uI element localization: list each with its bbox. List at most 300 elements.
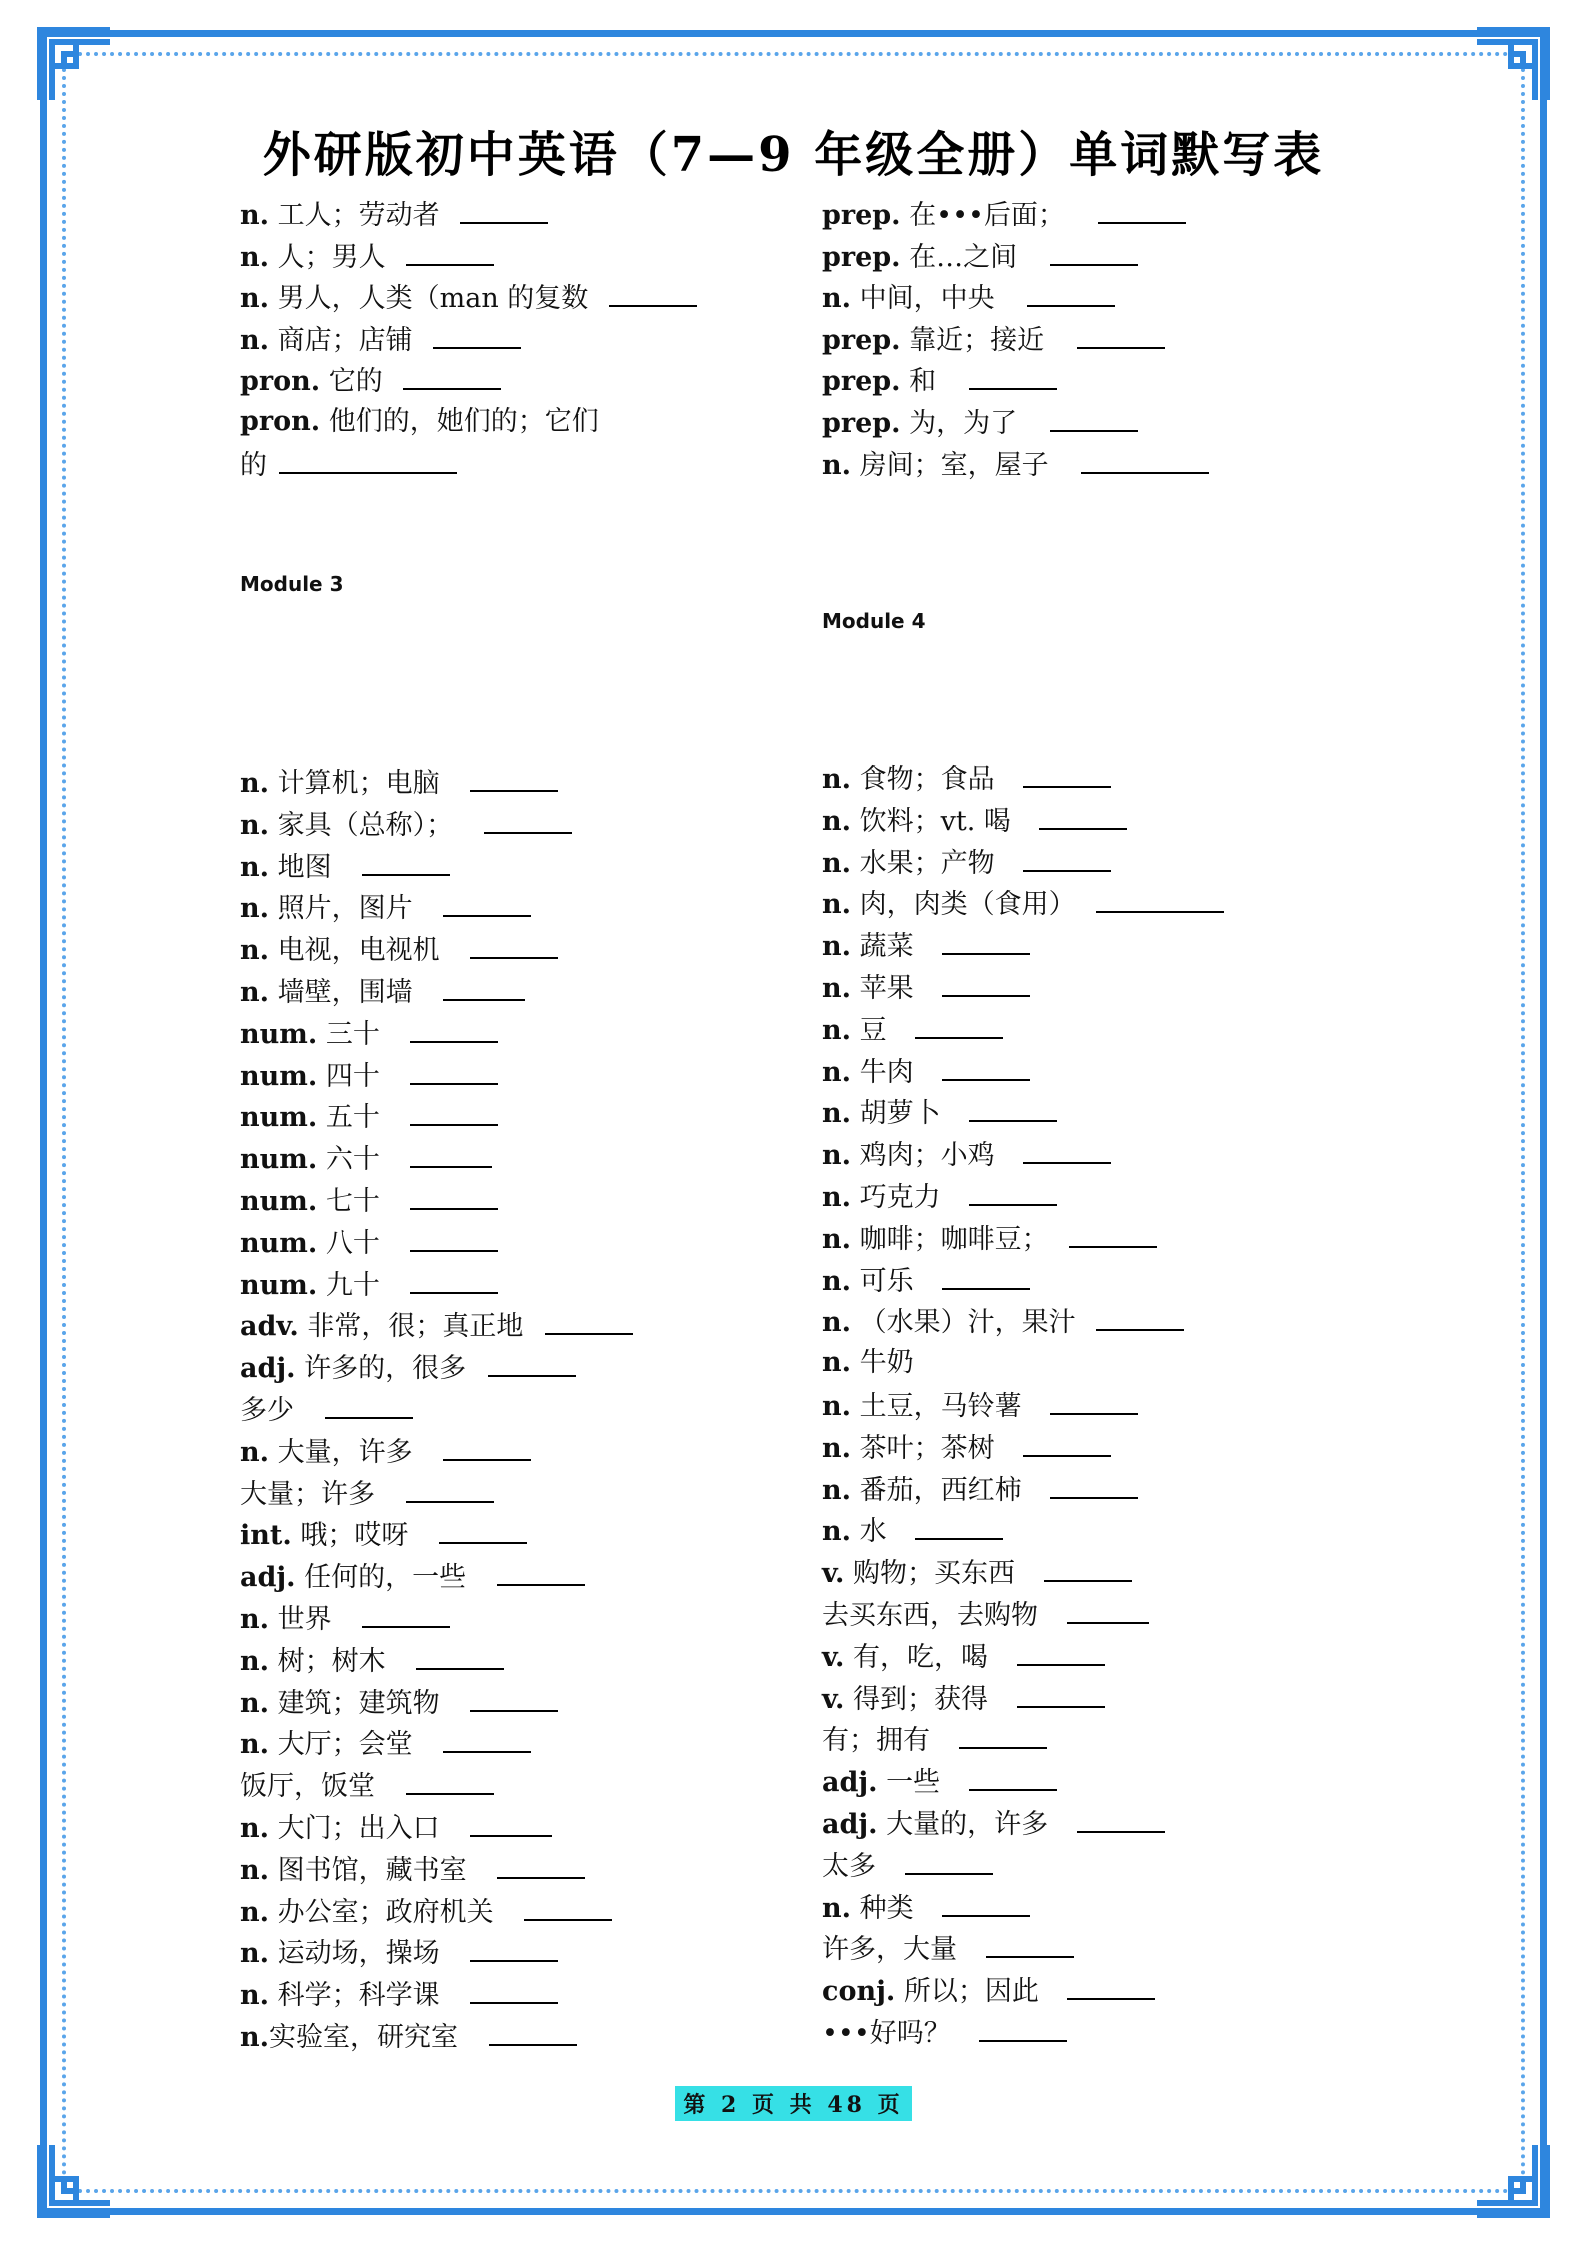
answer-blank[interactable]: [1050, 1471, 1138, 1499]
part-of-speech: prep.: [822, 408, 901, 439]
vocab-meaning: 九十: [317, 1269, 389, 1301]
answer-blank[interactable]: [443, 1725, 531, 1753]
vocab-meaning: 牛奶: [851, 1347, 914, 1379]
answer-blank[interactable]: [942, 969, 1030, 997]
vocab-meaning: 他们的，她们的；它们: [320, 406, 599, 437]
part-of-speech: n.: [240, 1854, 270, 1886]
vocab-item: [240, 1809, 552, 1847]
part-of-speech: n.: [240, 1687, 270, 1719]
vocab-meaning: 在•••后面；: [900, 200, 1074, 231]
vocab-item: [822, 238, 1138, 276]
vocab-meaning: 实验室，研究室: [269, 2022, 467, 2053]
vocab-item: [240, 1098, 498, 1136]
page-title: 外研版初中英语（7—9 年级全册）单词默写表: [262, 127, 1325, 183]
vocab-item: [240, 1642, 504, 1680]
part-of-speech: n.: [240, 1896, 270, 1928]
part-of-speech: n.: [240, 935, 270, 967]
part-of-speech: n.: [240, 283, 270, 315]
part-of-speech: v.: [822, 1558, 845, 1590]
vocab-meaning: 胡萝卜: [851, 1098, 950, 1130]
answer-blank[interactable]: [406, 238, 494, 266]
part-of-speech: int.: [240, 1520, 292, 1552]
vocab-meaning: 七十: [317, 1186, 389, 1217]
vocab-meaning: 地图: [269, 851, 341, 883]
vocab-meaning: 许多的，很多: [295, 1353, 467, 1385]
vocab-item: [822, 196, 1186, 234]
part-of-speech: n.: [822, 1223, 852, 1255]
vocab-meaning: 它的: [320, 366, 392, 398]
part-of-speech: n.: [822, 1140, 852, 1172]
vocab-meaning: 得到；获得: [844, 1683, 997, 1715]
part-of-speech: n.: [240, 200, 270, 231]
vocab-item: [240, 1558, 585, 1596]
part-of-speech: prep.: [822, 324, 901, 356]
vocab-meaning: （水果）汁，果汁: [851, 1307, 1076, 1339]
part-of-speech: n.: [240, 241, 270, 273]
vocab-item: [240, 1767, 494, 1805]
vocab-item: [822, 927, 1030, 965]
vocab-item: [240, 1976, 558, 2014]
vocab-item: [240, 1349, 576, 1387]
vocab-meaning: 大厅；会堂: [269, 1729, 422, 1761]
vocab-item: [822, 1345, 914, 1383]
part-of-speech: n.: [822, 1391, 852, 1422]
vocab-item: [240, 1934, 558, 1972]
vocab-meaning: 五十: [317, 1102, 389, 1134]
vocab-meaning: 树；树木: [269, 1645, 395, 1677]
answer-blank[interactable]: [410, 1057, 498, 1085]
part-of-speech: prep.: [822, 366, 901, 398]
part-of-speech: n.: [240, 977, 270, 1008]
vocab-item: [822, 446, 1209, 484]
vocab-meaning: 在…之间: [900, 241, 1026, 273]
vocab-meaning: 图书馆，藏书室: [269, 1854, 476, 1886]
vocab-meaning: 计算机；电脑: [269, 768, 449, 799]
part-of-speech: n.: [822, 805, 852, 837]
vocab-meaning: 三十: [317, 1018, 389, 1050]
vocab-meaning: 可乐: [851, 1265, 923, 1297]
answer-blank[interactable]: [443, 889, 531, 917]
vocab-item: [822, 1429, 1111, 1467]
part-of-speech: n.: [240, 851, 270, 883]
part-of-speech: prep.: [822, 241, 901, 273]
answer-blank[interactable]: [942, 1053, 1030, 1081]
answer-blank[interactable]: [1023, 1429, 1111, 1457]
part-of-speech: n.: [240, 2022, 270, 2053]
vocab-item: [822, 1387, 1138, 1425]
vocab-item: [822, 1805, 1165, 1843]
answer-blank[interactable]: [410, 1182, 498, 1210]
vocab-meaning: 四十: [317, 1060, 389, 1092]
answer-blank[interactable]: [410, 1098, 498, 1126]
answer-blank[interactable]: [416, 1642, 504, 1670]
answer-blank[interactable]: [969, 1763, 1057, 1791]
vocab-meaning: 去买东西，去购物: [822, 1600, 1047, 1631]
corner-ornament-icon: [1473, 26, 1551, 104]
answer-blank[interactable]: [470, 1976, 558, 2004]
vocab-item: [240, 1015, 498, 1053]
part-of-speech: num.: [240, 1186, 318, 1217]
vocab-item: [240, 1893, 612, 1931]
part-of-speech: n.: [822, 1432, 852, 1464]
part-of-speech: num.: [240, 1144, 318, 1176]
vocab-item: [822, 1721, 1047, 1759]
vocab-item: [240, 1475, 494, 1513]
part-of-speech: pron.: [240, 366, 321, 398]
vocab-item: [240, 1391, 413, 1429]
part-of-speech: v.: [822, 1683, 845, 1715]
vocab-item: [822, 1554, 1132, 1592]
vocab-meaning: 饮料；vt. 喝: [851, 805, 1020, 837]
vocab-item: [822, 1094, 1057, 1132]
part-of-speech: n.: [240, 1604, 270, 1635]
vocab-item: [240, 321, 521, 359]
vocab-item: [822, 1053, 1030, 1091]
vocab-meaning: 家具（总称）；: [269, 809, 462, 841]
vocab-meaning: 照片，图片: [269, 893, 422, 925]
answer-blank[interactable]: [443, 973, 525, 1001]
vocab-item: [240, 362, 501, 400]
answer-blank[interactable]: [470, 1934, 558, 1962]
vocab-item: [822, 1972, 1155, 2010]
vocab-meaning: 世界: [269, 1604, 341, 1635]
vocab-meaning: 的: [240, 449, 267, 481]
vocab-meaning: 大量，许多: [269, 1436, 422, 1468]
part-of-speech: n.: [822, 973, 852, 1004]
part-of-speech: n.: [822, 1098, 852, 1130]
part-of-speech: n.: [822, 283, 852, 315]
vocab-meaning: 茶叶；茶树: [851, 1432, 1004, 1464]
vocab-meaning: 靠近；接近: [900, 324, 1053, 356]
answer-blank[interactable]: [443, 1433, 531, 1461]
answer-blank[interactable]: [489, 2018, 577, 2046]
answer-blank[interactable]: [1023, 844, 1111, 872]
answer-blank[interactable]: [470, 1684, 558, 1712]
vocab-meaning: 建筑；建筑物: [269, 1687, 449, 1719]
vocab-item: [240, 848, 450, 886]
answer-blank[interactable]: [1027, 279, 1115, 307]
answer-blank[interactable]: [484, 806, 572, 834]
vocab-item: [822, 404, 1138, 442]
vocab-item: [822, 362, 1057, 400]
vocab-meaning: 工人；劳动者: [269, 200, 449, 231]
vocab-item: [822, 1471, 1138, 1509]
part-of-speech: n.: [822, 847, 852, 879]
part-of-speech: n.: [822, 1474, 852, 1506]
vocab-item: [822, 1763, 1057, 1801]
answer-blank[interactable]: [279, 446, 457, 474]
vocab-meaning: 有，吃，喝: [844, 1641, 997, 1673]
vocab-meaning: 人；男人: [269, 241, 395, 273]
vocab-item: [240, 446, 457, 484]
corner-ornament-icon: [36, 26, 114, 104]
vocab-meaning: 水: [851, 1516, 896, 1548]
vocab-meaning: 种类: [851, 1892, 923, 1924]
corner-ornament-icon: [1473, 2141, 1551, 2219]
answer-blank[interactable]: [1077, 321, 1165, 349]
part-of-speech: prep.: [822, 200, 901, 231]
answer-blank[interactable]: [433, 321, 521, 349]
vocab-meaning: 所以；因此: [895, 1976, 1048, 2008]
vocab-item: [822, 844, 1111, 882]
answer-blank[interactable]: [497, 1558, 585, 1586]
vocab-meaning: 太多: [822, 1850, 885, 1882]
answer-blank[interactable]: [403, 362, 501, 390]
answer-blank[interactable]: [362, 848, 450, 876]
answer-blank[interactable]: [470, 1809, 552, 1837]
vocab-item: [240, 973, 525, 1011]
answer-blank[interactable]: [1023, 760, 1111, 788]
vocab-meaning: 蔬菜: [851, 931, 923, 963]
answer-blank[interactable]: [979, 2014, 1067, 2042]
part-of-speech: n.: [822, 1892, 852, 1924]
part-of-speech: n.: [822, 1056, 852, 1088]
vocab-item: [240, 404, 599, 442]
part-of-speech: n.: [822, 1307, 852, 1339]
part-of-speech: num.: [240, 1018, 318, 1050]
answer-blank[interactable]: [969, 362, 1057, 390]
answer-blank[interactable]: [406, 1767, 494, 1795]
answer-blank[interactable]: [497, 1851, 585, 1879]
part-of-speech: n.: [822, 889, 852, 921]
vocab-meaning: •••好吗？: [822, 2018, 960, 2049]
answer-blank[interactable]: [1050, 1387, 1138, 1415]
answer-blank[interactable]: [1098, 196, 1186, 224]
answer-blank[interactable]: [942, 927, 1030, 955]
answer-blank[interactable]: [362, 1600, 450, 1628]
page-footer: [0, 2086, 1587, 2121]
vocab-item: [822, 1512, 1003, 1550]
vocab-meaning: 八十: [317, 1227, 389, 1259]
part-of-speech: adj.: [822, 1767, 878, 1799]
vocab-meaning: 大门；出入口: [269, 1813, 449, 1844]
answer-blank[interactable]: [470, 931, 558, 959]
vocab-item: [240, 889, 531, 927]
vocab-meaning: 墙壁，围墙: [269, 977, 422, 1008]
answer-blank[interactable]: [942, 1262, 1030, 1290]
answer-blank[interactable]: [942, 1889, 1030, 1917]
vocab-item: [822, 760, 1111, 798]
vocab-item: [240, 196, 548, 234]
part-of-speech: n.: [240, 768, 270, 799]
part-of-speech: num.: [240, 1269, 318, 1301]
vocab-item: [822, 1262, 1030, 1300]
part-of-speech: n.: [822, 1265, 852, 1297]
vocab-item: [240, 806, 572, 844]
vocab-meaning: 六十: [317, 1144, 389, 1176]
vocab-item: [240, 764, 558, 802]
part-of-speech: adj.: [822, 1809, 878, 1840]
answer-blank[interactable]: [959, 1721, 1047, 1749]
vocab-meaning: 大量的，许多: [877, 1809, 1057, 1840]
vocab-item: [240, 279, 697, 317]
answer-blank[interactable]: [545, 1307, 633, 1335]
answer-blank[interactable]: [410, 1266, 498, 1294]
vocab-meaning: 食物；食品: [851, 764, 1004, 795]
answer-blank[interactable]: [969, 1178, 1057, 1206]
answer-blank[interactable]: [1023, 1136, 1111, 1164]
vocab-item: [822, 1680, 1105, 1718]
answer-blank[interactable]: [1017, 1638, 1105, 1666]
vocab-item: [822, 1638, 1105, 1676]
vocab-meaning: 非常，很；真正地: [298, 1311, 524, 1343]
part-of-speech: n.: [240, 1938, 270, 1970]
answer-blank[interactable]: [905, 1847, 993, 1875]
vocab-meaning: 科学；科学课: [269, 1980, 449, 2012]
answer-blank[interactable]: [986, 1930, 1074, 1958]
answer-blank[interactable]: [915, 1011, 1003, 1039]
vocab-meaning: 中间，中央: [851, 283, 1004, 315]
vocab-meaning: 苹果: [851, 973, 923, 1004]
vocab-meaning: 运动场，操场: [269, 1938, 449, 1970]
vocab-item: [240, 1516, 527, 1554]
answer-blank[interactable]: [460, 196, 548, 224]
part-of-speech: n.: [822, 449, 852, 481]
page-number: 第 2 页 共 48 页: [675, 2086, 911, 2121]
part-of-speech: n.: [822, 1014, 852, 1046]
vocab-item: [822, 1930, 1074, 1968]
part-of-speech: n.: [240, 1980, 270, 2012]
part-of-speech: num.: [240, 1227, 318, 1259]
vocab-meaning: 办公室；政府机关: [269, 1896, 503, 1928]
vocab-item: [240, 1224, 498, 1262]
vocab-meaning: 男人，人类（man 的复数: [269, 283, 597, 315]
answer-blank[interactable]: [1077, 1805, 1165, 1833]
vocab-item: [822, 1011, 1003, 1049]
vocab-item: [240, 1266, 498, 1304]
part-of-speech: n.: [822, 931, 852, 963]
answer-blank[interactable]: [1044, 1554, 1132, 1582]
answer-blank[interactable]: [1050, 238, 1138, 266]
vocab-item: [822, 885, 1224, 923]
answer-blank[interactable]: [1067, 1596, 1149, 1624]
vocab-item: [822, 2014, 1067, 2052]
vocab-item: [240, 1725, 531, 1763]
vocab-item: [822, 802, 1127, 840]
module-3-heading: Module 3: [240, 572, 344, 596]
vocab-item: [822, 1178, 1057, 1216]
vocab-item: [240, 238, 494, 276]
part-of-speech: pron.: [240, 406, 321, 437]
vocab-meaning: 牛肉: [851, 1056, 923, 1088]
vocab-item: [822, 1596, 1149, 1634]
answer-blank[interactable]: [439, 1516, 527, 1544]
vocab-meaning: 巧克力: [851, 1182, 950, 1213]
vocab-item: [240, 1600, 450, 1638]
answer-blank[interactable]: [410, 1224, 498, 1252]
vocab-meaning: 电视，电视机: [269, 935, 449, 967]
vocab-item: [822, 1889, 1030, 1927]
vocab-meaning: 多少: [240, 1395, 303, 1426]
vocab-meaning: 大量；许多: [240, 1478, 384, 1510]
vocab-meaning: 咖啡；咖啡豆；: [851, 1223, 1049, 1255]
module-4-heading: Module 4: [822, 609, 926, 633]
vocab-meaning: 水果；产物: [851, 847, 1004, 879]
vocab-item: [240, 1433, 531, 1471]
part-of-speech: v.: [822, 1641, 845, 1673]
vocab-meaning: 肉，肉类（食用）: [851, 889, 1076, 921]
answer-blank[interactable]: [1039, 802, 1127, 830]
vocab-item: [240, 1057, 498, 1095]
vocab-item: [240, 1307, 633, 1345]
part-of-speech: n.: [822, 764, 852, 795]
vocab-meaning: 豆: [851, 1014, 896, 1046]
answer-blank[interactable]: [325, 1391, 413, 1419]
vocab-meaning: 为，为了: [900, 408, 1026, 439]
part-of-speech: num.: [240, 1102, 318, 1134]
vocab-item: [822, 279, 1115, 317]
answer-blank[interactable]: [1096, 885, 1224, 913]
answer-blank[interactable]: [524, 1893, 612, 1921]
vocab-item: [822, 321, 1165, 359]
answer-blank[interactable]: [1067, 1972, 1155, 2000]
answer-blank[interactable]: [406, 1475, 494, 1503]
answer-blank[interactable]: [488, 1349, 576, 1377]
vocab-item: [240, 1684, 558, 1722]
vocab-meaning: 许多，大量: [822, 1934, 966, 1966]
part-of-speech: n.: [822, 1347, 852, 1379]
vocab-meaning: 任何的，一些: [295, 1562, 475, 1594]
part-of-speech: adj.: [240, 1562, 296, 1594]
part-of-speech: n.: [822, 1516, 852, 1548]
vocab-item: [240, 1851, 585, 1889]
part-of-speech: n.: [240, 1436, 270, 1468]
vocab-meaning: 饭厅，饭堂: [240, 1771, 384, 1803]
vocab-item: [822, 1220, 1157, 1258]
part-of-speech: n.: [240, 893, 270, 925]
vocab-item: [240, 1182, 498, 1220]
answer-blank[interactable]: [1069, 1220, 1157, 1248]
answer-blank[interactable]: [1096, 1303, 1184, 1331]
answer-blank[interactable]: [969, 1094, 1057, 1122]
part-of-speech: n.: [822, 1182, 852, 1213]
answer-blank[interactable]: [1050, 404, 1138, 432]
part-of-speech: n.: [240, 324, 270, 356]
part-of-speech: n.: [240, 1813, 270, 1844]
answer-blank[interactable]: [470, 764, 558, 792]
vocab-meaning: 有；拥有: [822, 1725, 939, 1757]
vocab-meaning: 番茄，西红柿: [851, 1474, 1031, 1506]
vocab-item: [822, 1303, 1184, 1341]
vocab-meaning: 哦；哎呀: [291, 1520, 417, 1552]
vocab-meaning: 土豆，马铃薯: [851, 1391, 1031, 1422]
part-of-speech: conj.: [822, 1976, 896, 2008]
vocab-item: [822, 1847, 993, 1885]
answer-blank[interactable]: [410, 1015, 498, 1043]
vocab-meaning: 鸡肉；小鸡: [851, 1140, 1004, 1172]
answer-blank[interactable]: [410, 1140, 492, 1168]
part-of-speech: num.: [240, 1060, 318, 1092]
part-of-speech: n.: [240, 1729, 270, 1761]
part-of-speech: adj.: [240, 1353, 296, 1385]
answer-blank[interactable]: [915, 1512, 1003, 1540]
vocab-meaning: 和: [900, 366, 945, 398]
answer-blank[interactable]: [1017, 1680, 1105, 1708]
vocab-meaning: 购物；买东西: [844, 1558, 1024, 1590]
part-of-speech: n.: [240, 1645, 270, 1677]
corner-ornament-icon: [36, 2141, 114, 2219]
vocab-item: [240, 1140, 492, 1178]
vocab-meaning: 一些: [877, 1767, 949, 1799]
vocab-item: [822, 1136, 1111, 1174]
vocab-item: [240, 931, 558, 969]
answer-blank[interactable]: [609, 279, 697, 307]
vocab-meaning: 房间；室，屋子: [851, 449, 1058, 481]
answer-blank[interactable]: [1081, 446, 1209, 474]
part-of-speech: adv.: [240, 1311, 299, 1343]
vocab-item: [240, 2018, 577, 2056]
vocab-item: [822, 969, 1030, 1007]
